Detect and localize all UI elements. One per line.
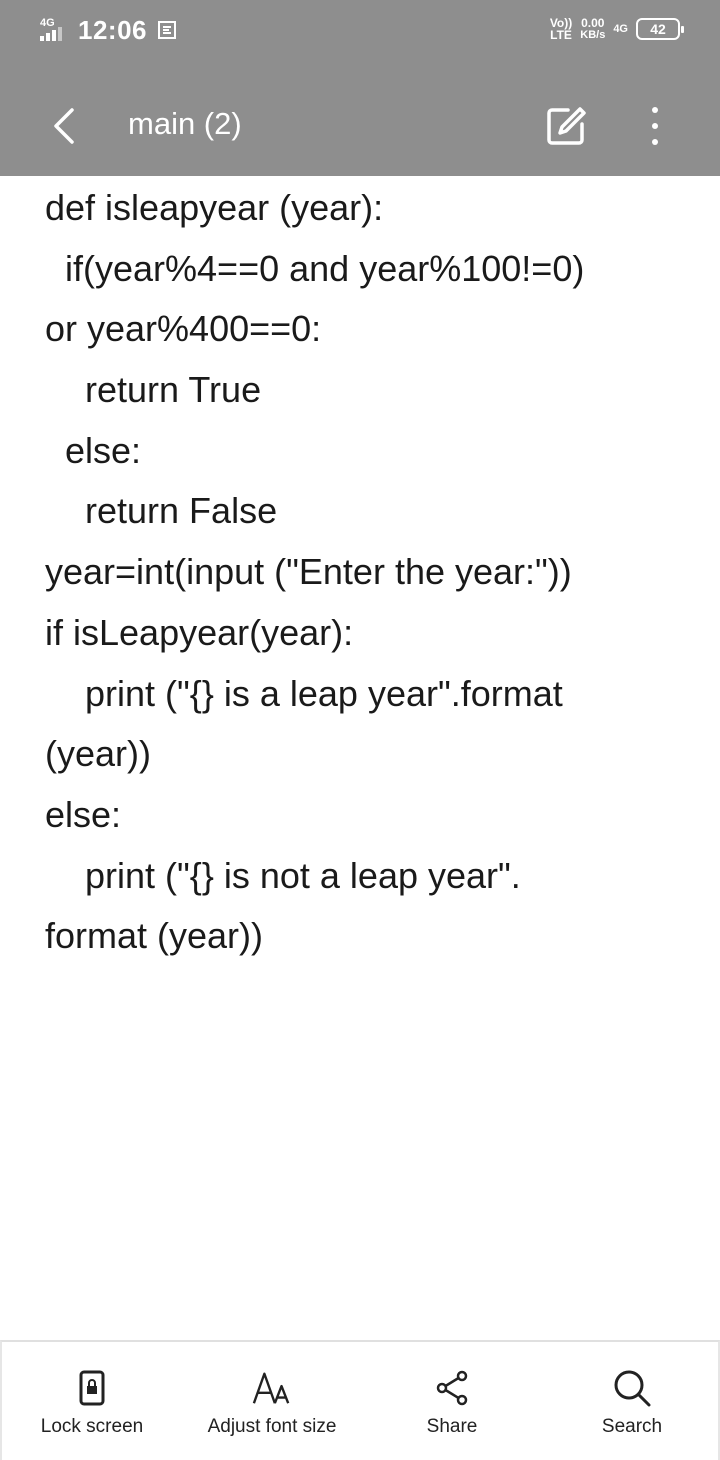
edit-icon <box>544 104 588 148</box>
code-line: if isLeapyear(year): <box>45 611 354 653</box>
more-dot-icon <box>652 139 658 145</box>
code-line: format (year)) <box>45 915 264 957</box>
search-label: Search <box>601 1416 663 1437</box>
code-line: print ("{} is a leap year".format <box>45 672 563 714</box>
share-icon <box>434 1370 470 1406</box>
code-line: return False <box>45 490 278 532</box>
code-line: return True <box>45 369 262 411</box>
page-title: main (2) <box>128 106 242 141</box>
more-dot-icon <box>652 107 658 113</box>
signal-strength-icon <box>38 15 72 45</box>
code-line: print ("{} is not a leap year". <box>45 854 521 896</box>
share-label: Share <box>426 1416 478 1437</box>
volte-indicator: Vo)) LTE <box>549 16 573 42</box>
battery-icon <box>636 18 680 40</box>
more-options-button[interactable] <box>640 102 670 150</box>
back-button[interactable] <box>42 96 86 156</box>
lock-screen-icon <box>79 1370 105 1406</box>
status-bar <box>0 0 720 60</box>
bottom-action-bar <box>0 1340 720 1460</box>
lock-screen-label: Lock screen <box>40 1416 144 1437</box>
share-button[interactable] <box>362 1342 542 1460</box>
search-icon <box>613 1369 651 1407</box>
network-type-label: 4G <box>40 17 55 29</box>
font-size-icon <box>252 1370 292 1406</box>
code-line: def isleapyear (year): <box>45 187 384 228</box>
code-line: else: <box>45 429 142 471</box>
screenshot-notification-icon <box>157 20 177 40</box>
lock-screen-button[interactable] <box>2 1342 182 1460</box>
toolbar <box>0 76 720 176</box>
status-time: 12:06 <box>78 14 147 45</box>
adjust-font-size-label: Adjust font size <box>207 1416 337 1437</box>
battery-level: 42 <box>650 21 666 37</box>
more-dot-icon <box>652 123 658 129</box>
code-line: (year)) <box>45 733 151 775</box>
status-bar-right <box>550 14 680 44</box>
code-line: year=int(input ("Enter the year:")) <box>45 551 572 593</box>
code-line: or year%400==0: <box>45 308 322 350</box>
code-line: else: <box>45 793 122 835</box>
document-content <box>45 180 685 969</box>
app-header <box>0 0 720 176</box>
code-line: if(year%4==0 and year%100!=0) <box>45 247 585 289</box>
search-button[interactable] <box>542 1342 720 1460</box>
network-speed: 0.00 KB/s <box>580 16 606 41</box>
edit-button[interactable] <box>544 104 588 148</box>
mobile-data-indicator: 4G <box>613 23 628 35</box>
chevron-left-icon <box>50 106 78 146</box>
status-bar-left <box>38 12 177 48</box>
adjust-font-size-button[interactable] <box>182 1342 362 1460</box>
